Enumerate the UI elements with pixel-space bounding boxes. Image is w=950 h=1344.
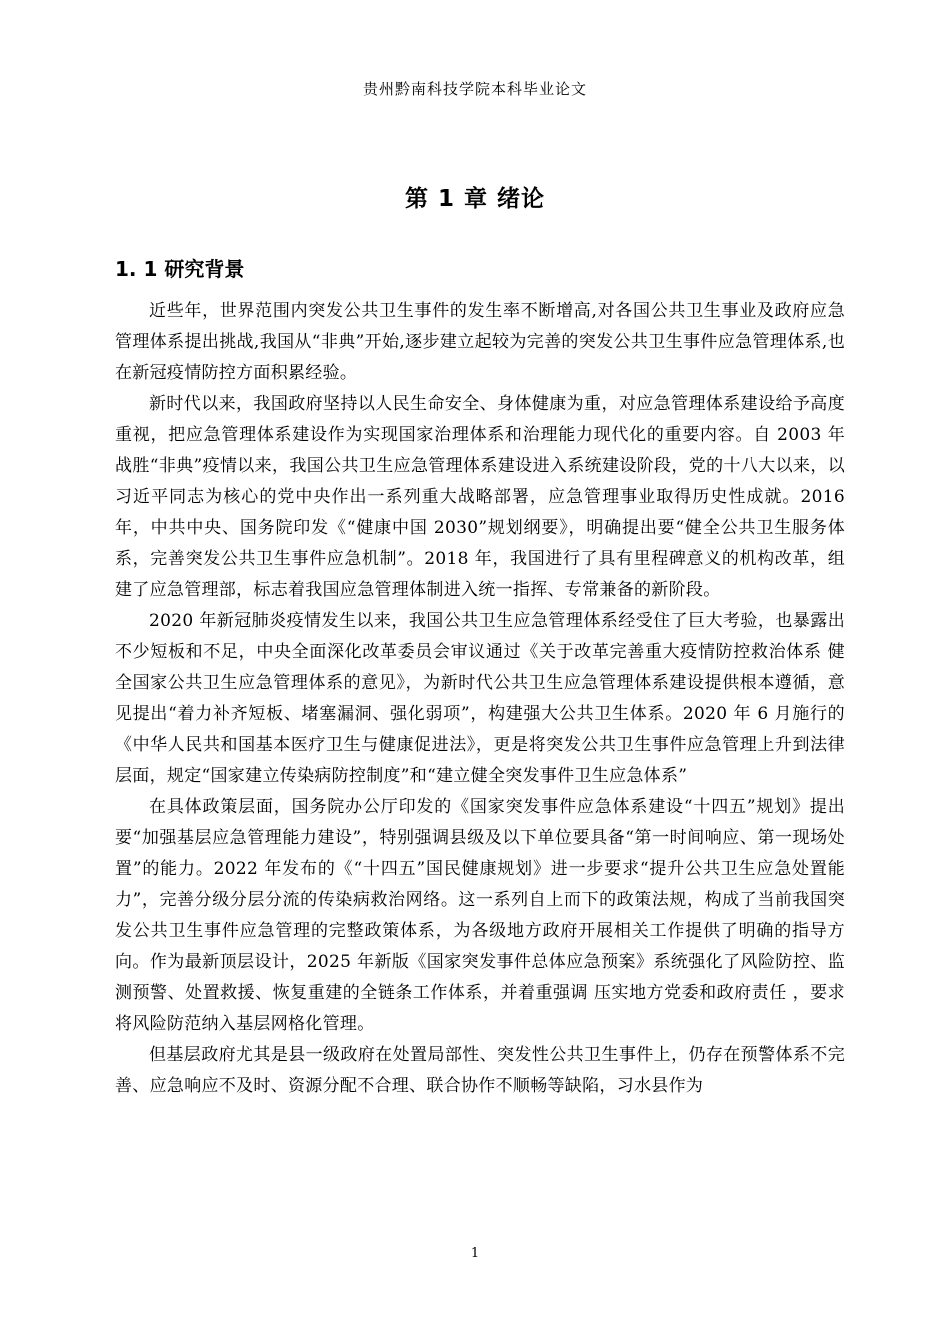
paragraph: 2020 年新冠肺炎疫情发生以来，我国公共卫生应急管理体系经受住了巨大考验，也暴露出不少短板和不足，中央全面深化改革委员会审议通过《关于改革完善重大疫情防控救治体系 健全国家公共卫生应急管理体系的意见》，为新时代公共卫生应急管理体系建设提供根本遵循，意见提出“着力补齐短板、堵塞漏洞、强化弱项”，构建强大公共卫生体系。2020 年 6 月施行的《中华人民共和国基本医疗卫生与健康促进法》，更是将突发公共卫生事件应急管理上升到法律层面，规定“国家建立传染病防控制度”和“建立健全突发事件卫生应急体系”: [115, 611, 845, 786]
body-text: [115, 296, 845, 1102]
page-number: 1: [470, 1246, 480, 1261]
section-title: 1. 1 研究背景: [115, 257, 245, 281]
paragraph: 但基层政府尤其是县一级政府在处置局部性、突发性公共卫生事件上，仍存在预警体系不完善、应急响应不及时、资源分配不合理、联合协作不顺畅等缺陷，习水县作为: [115, 1045, 845, 1096]
running-header: 贵州黔南科技学院本科毕业论文: [362, 80, 587, 98]
paragraph: 在具体政策层面，国务院办公厅印发的《国家突发事件应急体系建设“十四五”规划》提出要“加强基层应急管理能力建设”，特别强调县级及以下单位要具备“第一时间响应、第一现场处置”的能力。2022 年发布的《“十四五”国民健康规划》进一步要求“提升公共卫生应急处置能力”，完善分级分层分流的传染病救治网络。这一系列自上而下的政策法规，构成了当前我国突发公共卫生事件应急管理的完整政策体系，为各级地方政府开展相关工作提供了明确的指导方向。作为最新顶层设计，2025 年新版《国家突发事件总体应急预案》系统强化了风险防控、监测预警、处置救援、恢复重建的全链条工作体系，并着重强调 压实地方党委和政府责任 ，要求将风险防范纳入基层网格化管理。: [115, 797, 845, 1034]
chapter-title: 第 1 章 绪论: [404, 186, 546, 212]
paragraph: 新时代以来，我国政府坚持以人民生命安全、身体健康为重，对应急管理体系建设给予高度重视，把应急管理体系建设作为实现国家治理体系和治理能力现代化的重要内容。自 2003 年战胜“非典”疫情以来，我国公共卫生应急管理体系建设进入系统建设阶段，党的十八大以来，以习近平同志为核心的党中央作出一系列重大战略部署，应急管理事业取得历史性成就。2016 年，中共中央、国务院印发《“健康中国 2030”规划纲要》，明确提出要“健全公共卫生服务体系，完善突发公共卫生事件应急机制”。2018 年，我国进行了具有里程碑意义的机构改革，组建了应急管理部，标志着我国应急管理体制进入统一指挥、专常兼备的新阶段。: [115, 394, 845, 600]
paragraph: 近些年，世界范围内突发公共卫生事件的发生率不断增高,对各国公共卫生事业及政府应急管理体系提出挑战,我国从“非典”开始,逐步建立起较为完善的突发公共卫生事件应急管理体系,也在新冠疫情防控方面积累经验。: [115, 301, 845, 383]
